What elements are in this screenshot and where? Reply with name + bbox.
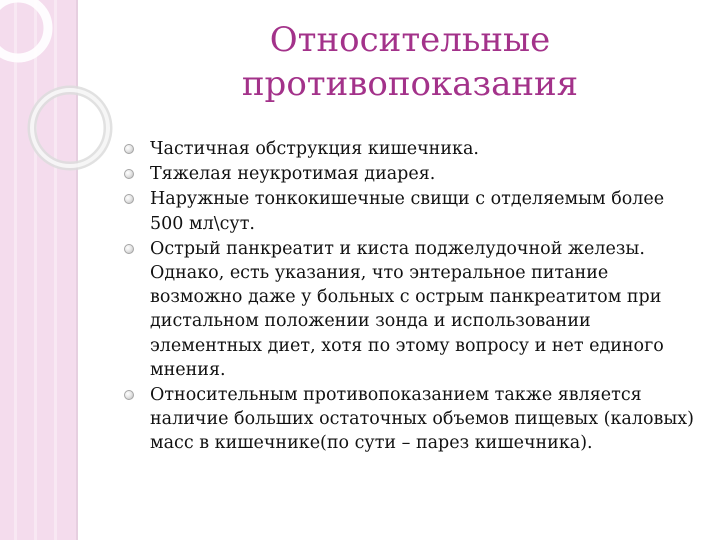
- bullet-text: Наружные тонкокишечные свищи с отделяемым более 500 мл\сут.: [150, 189, 665, 234]
- bullet-text: Частичная обструкция кишечника.: [150, 139, 479, 159]
- bullet-text: Тяжелая неукротимая диарея.: [150, 164, 436, 185]
- slide-title: [150, 18, 670, 106]
- circle-bullet-icon: [124, 390, 134, 400]
- circle-bullet-icon: [124, 244, 134, 254]
- decorative-ring-highlight: [32, 90, 108, 166]
- bullet-list: [124, 137, 694, 457]
- title-line-2: противопоказания: [241, 64, 579, 104]
- bullet-text: Острый панкреатит и киста поджелудочной железы. Однако, есть указания, что энтеральное питание возможно даже у больных с острым панкреатитом при дистальном положении зонда и использовании элементных диет, хотя по этому вопросу и нет единого мнения.: [150, 238, 664, 380]
- list-item: [124, 187, 694, 235]
- list-item: [124, 137, 694, 161]
- circle-bullet-icon: [124, 194, 134, 204]
- list-item: [124, 162, 694, 186]
- decorative-ring-top: [0, 0, 48, 58]
- bullet-text: Относительным противопоказанием также является наличие больших остаточных объемов пищевых (каловых) масс в кишечнике(по сути – парез кишечника).: [150, 385, 694, 454]
- title-line-1: Относительные: [269, 20, 551, 60]
- list-item: [124, 383, 694, 456]
- circle-bullet-icon: [124, 144, 134, 154]
- list-item: [124, 237, 694, 382]
- decorative-rings: [0, 0, 120, 200]
- circle-bullet-icon: [124, 169, 134, 179]
